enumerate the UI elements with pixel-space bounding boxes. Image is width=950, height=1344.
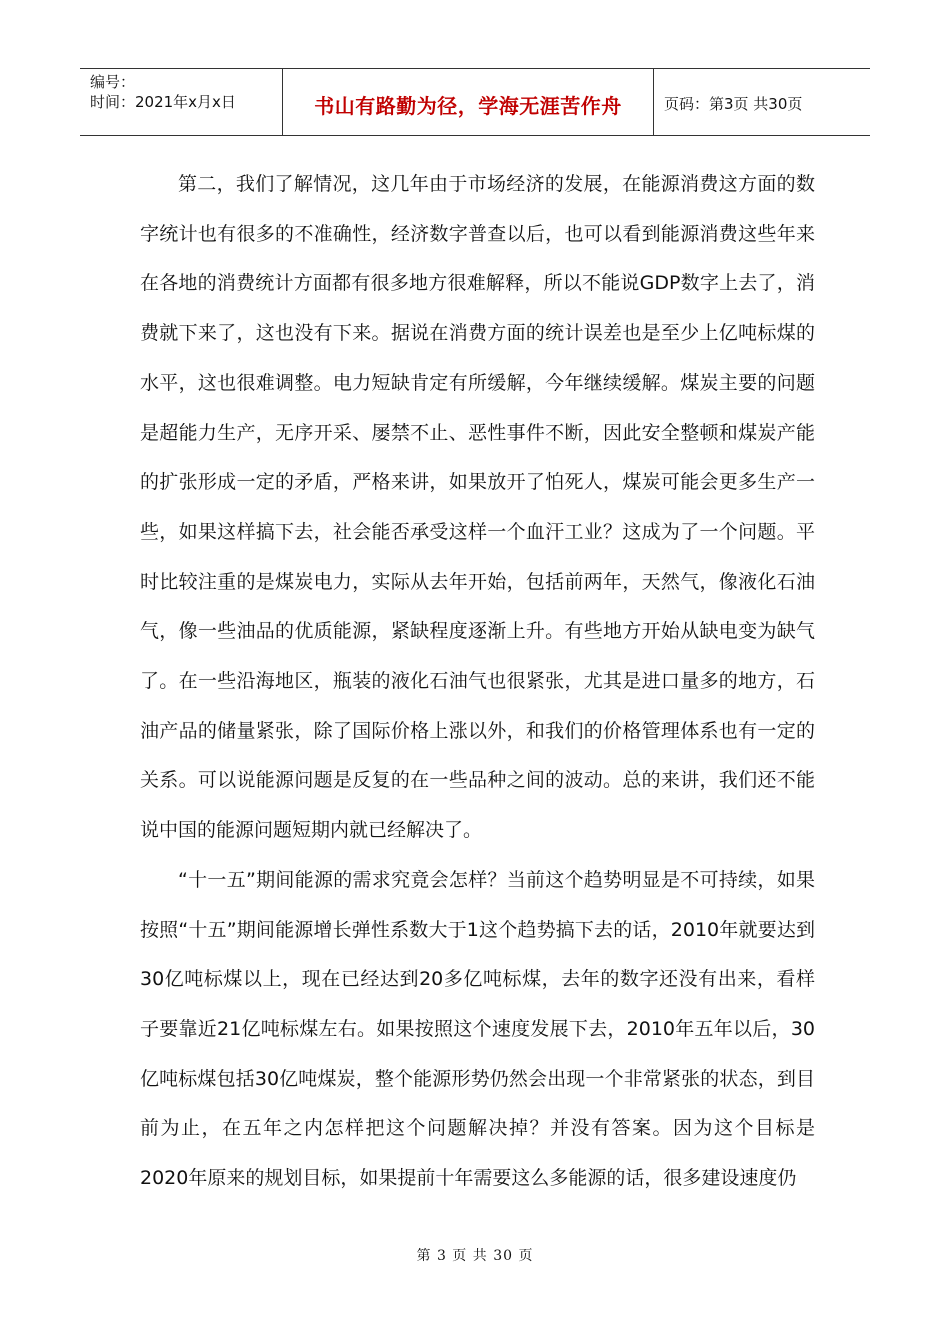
document-date-label: 时间：2021年x月x日 xyxy=(90,93,236,111)
paragraph-1: 第二，我们了解情况，这几年由于市场经济的发展，在能源消费这方面的数字统计也有很多的不准确性，经济数字普查以后，也可以看到能源消费这些年来在各地的消费统计方面都有很多地方很难解释，所以不能说GDP数字上去了，消费就下来了，这也没有下来。据说在消费方面的统计误差也是至少上亿吨标煤的水平，这也很难调整。电力短缺肯定有所缓解，今年继续缓解。煤炭主要的问题是超能力生产，无序开采、屡禁不止、恶性事件不断，因此安全整顿和煤炭产能的扩张形成一定的矛盾，严格来讲，如果放开了怕死人，煤炭可能会更多生产一些，如果这样搞下去，社会能否承受这样一个血汗工业？这成为了一个问题。平时比较注重的是煤炭电力，实际从去年开始，包括前两年，天然气，像液化石油气，像一些油品的优质能源，紧缺程度逐渐上升。有些地方开始从缺电变为缺气了。在一些沿海地区，瓶装的液化石油气也很紧张，尤其是进口量多的地方，石油产品的储量紧张，除了国际价格上涨以外，和我们的价格管理体系也有一定的关系。可以说能源问题是反复的在一些品种之间的波动。总的来讲，我们还不能说中国的能源问题短期内就已经解决了。 xyxy=(140,173,815,842)
page-header xyxy=(80,68,870,136)
header-motto: 书山有路勤为径，学海无涯苦作舟 xyxy=(314,93,622,118)
header-page-cell xyxy=(654,69,870,135)
header-page-label: 页码：第3页 共30页 xyxy=(664,94,803,113)
document-body xyxy=(140,160,815,1204)
header-info xyxy=(80,69,282,135)
page-footer: 第 3 页 共 30 页 xyxy=(416,1248,534,1264)
paragraph-2: “十一五”期间能源的需求究竟会怎样？当前这个趋势明显是不可持续，如果按照“十五”期间能源增长弹性系数大于1这个趋势搞下去的话，2010年就要达到30亿吨标煤以上，现在已经达到20多亿吨标煤，去年的数字还没有出来，看样子要靠近21亿吨标煤左右。如果按照这个速度发展下去，2010年五年以后，30亿吨标煤包括30亿吨煤炭，整个能源形势仍然会出现一个非常紧张的状态，到目前为止，在五年之内怎样把这个问题解决掉？并没有答案。因为这个目标是2020年原来的规划目标，如果提前十年需要这么多能源的话，很多建设速度仍 xyxy=(140,868,815,1190)
header-motto-cell xyxy=(282,69,654,135)
document-number-label: 编号： xyxy=(90,73,136,91)
